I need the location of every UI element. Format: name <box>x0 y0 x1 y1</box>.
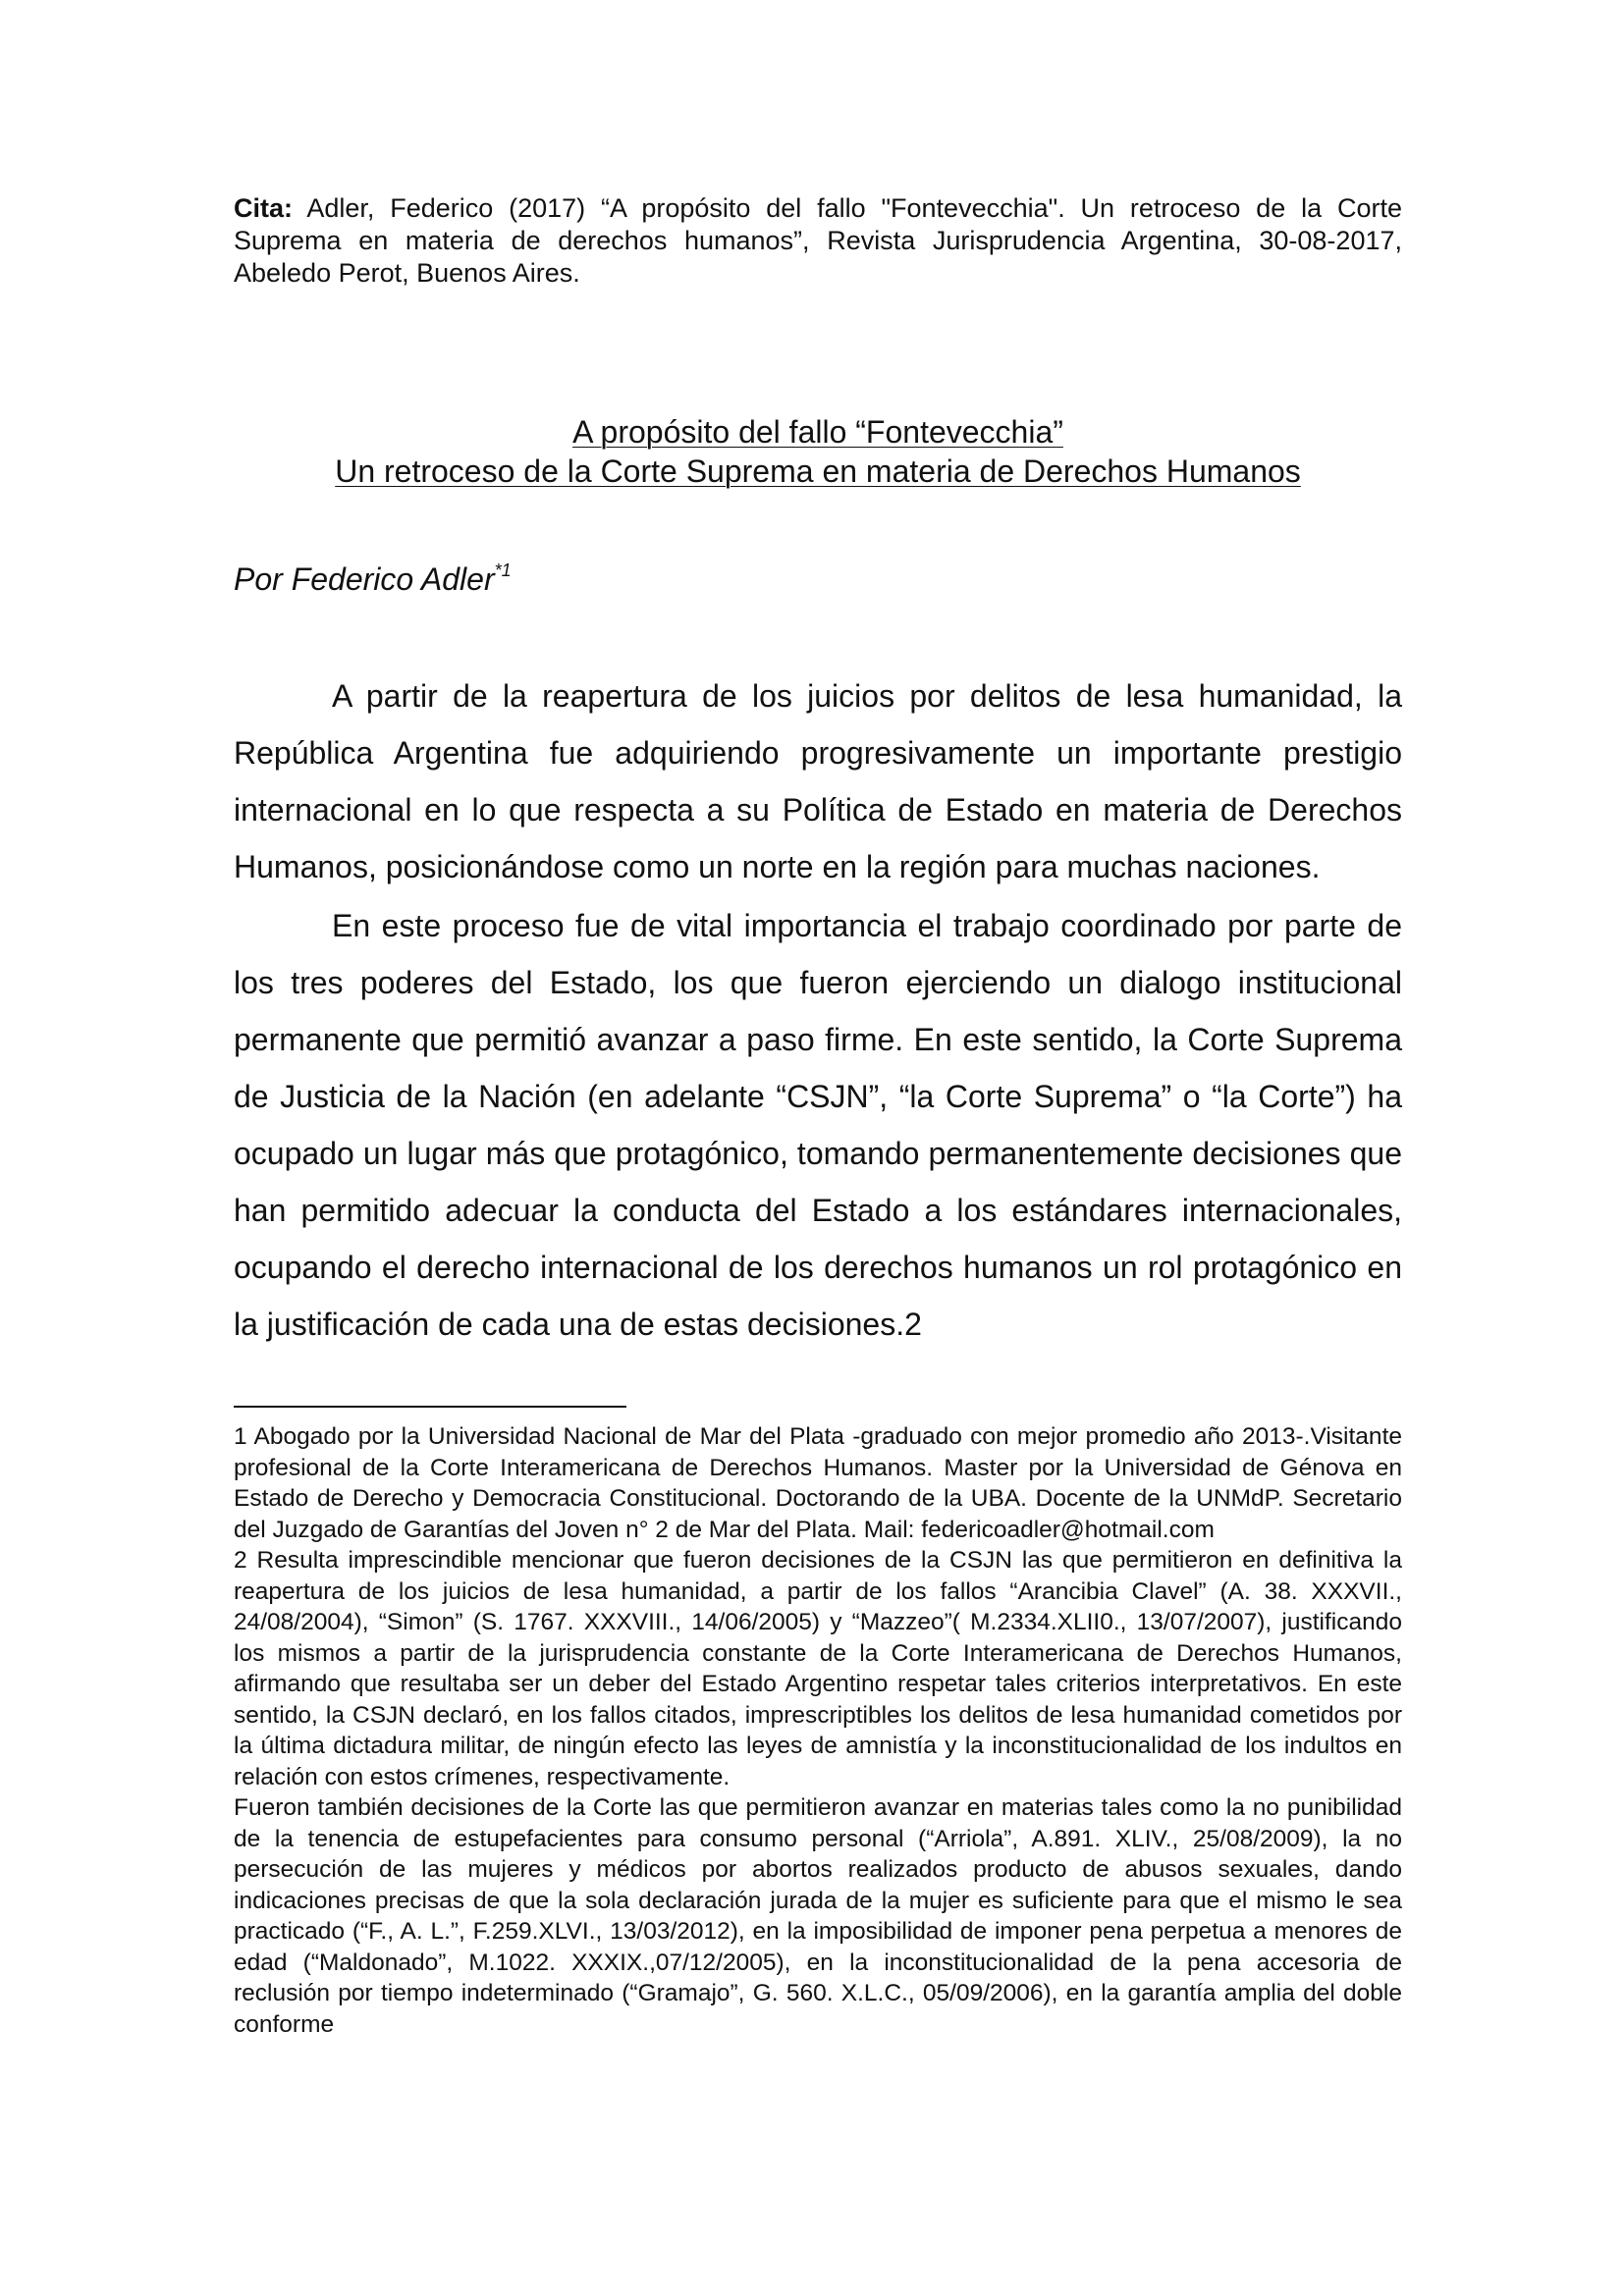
footnote-divider <box>234 1406 626 1408</box>
body-paragraph: A partir de la reapertura de los juicios por delitos de lesa humanidad, la República Argentina fue adquiriendo progresivamente un importante prestigio internacional en lo que respecta a su Política de Estado en materia de Derechos Humanos, posicionándose como un norte en la región para muchas naciones. <box>234 678 1402 884</box>
citation-label: Cita: <box>234 193 293 223</box>
footnote-2-continued: Fueron también decisiones de la Corte las que permitieron avanzar en materias tales como la no punibilidad de la tenencia de estupefacientes para consumo personal (“Arriola”, A.891. XLIV., 25/08/2009), la no persecución de las mujeres y médicos por abortos realizados producto de abusos sexuales, dando indicaciones precisas de que la sola declaración jurada de la mujer es suficiente para que el mismo le sea practicado (“F., A. L.”, F.259.XLVI., 13/03/2012), en la imposibilidad de imponer pena perpetua a menores de edad (“Maldonado”, M.1022. XXXIX.,07/12/2005), en la inconstitucionalidad de la pena accesoria de reclusión por tiempo indeterminado (“Gramajo”, G. 560. X.L.C., 05/09/2006), en la garantía amplia del doble conforme <box>234 1794 1402 2038</box>
footnote-1: 1 Abogado por la Universidad Nacional de Mar del Plata -graduado con mejor promedio año 2013-.Visitante profesional de la Corte Interamericana de Derechos Humanos. Master por la Universidad de Génova en Estado de Derecho y Democracia Constitucional. Doctorando de la UBA. Docente de la UNMdP. Secretario del Juzgado de Garantías del Joven n° 2 de Mar del Plata. Mail: federicoadler@hotmail.com <box>234 1423 1402 1543</box>
author-name: Por Federico Adler <box>234 561 495 597</box>
footnote-2: 2 Resulta imprescindible mencionar que fueron decisiones de la CSJN las que permitieron en definitiva la reapertura de los juicios de lesa humanidad, a partir de los fallos “Arancibia Clavel” (A. 38. XXXVII., 24/08/2004), “Simon” (S. 1767. XXXVIII., 14/06/2005) y “Mazzeo”( M.2334.XLII0., 13/07/2007), justificando los mismos a partir de la jurisprudencia constante de la Corte Interamericana de Derechos Humanos, afirmando que resultaba ser un deber del Estado Argentino respetar tales criterios interpretativos. En este sentido, la CSJN declaró, en los fallos citados, imprescriptibles los delitos de lesa humanidad cometidos por la última dictadura militar, de ningún efecto las leyes de amnistía y la inconstitucionalidad de los indultos en relación con estos crímenes, respectivamente. <box>234 1547 1402 1790</box>
citation-block <box>234 192 1402 290</box>
citation-text: Adler, Federico (2017) “A propósito del fallo "Fontevecchia". Un retroceso de la Corte Suprema en materia de derechos humanos”, Revista Jurisprudencia Argentina, 30-08-2017, Abeledo Perot, Buenos Aires. <box>234 193 1402 288</box>
document-title <box>234 412 1402 491</box>
body-paragraph: En este proceso fue de vital importancia el trabajo coordinado por parte de los tres poderes del Estado, los que fueron ejerciendo un dialogo institucional permanente que permitió avanzar a paso firme. En este sentido, la Corte Suprema de Justicia de la Nación (en adelante “CSJN”, “la Corte Suprema” o “la Corte”) ha ocupado un lugar más que protagónico, tomando permanentemente decisiones que han permitido adecuar la conducta del Estado a los estándares internacionales, ocupando el derecho internacional de los derechos humanos un rol protagónico en la justificación de cada una de estas decisiones.2 <box>234 908 1402 1342</box>
author-byline <box>234 560 512 599</box>
body-text <box>234 667 1402 1355</box>
footnotes <box>234 1421 1402 2040</box>
title-line-2: Un retroceso de la Corte Suprema en materia de Derechos Humanos <box>335 454 1301 489</box>
title-line-1: A propósito del fallo “Fontevecchia” <box>572 414 1063 450</box>
footnote-marker: *1 <box>494 561 512 580</box>
